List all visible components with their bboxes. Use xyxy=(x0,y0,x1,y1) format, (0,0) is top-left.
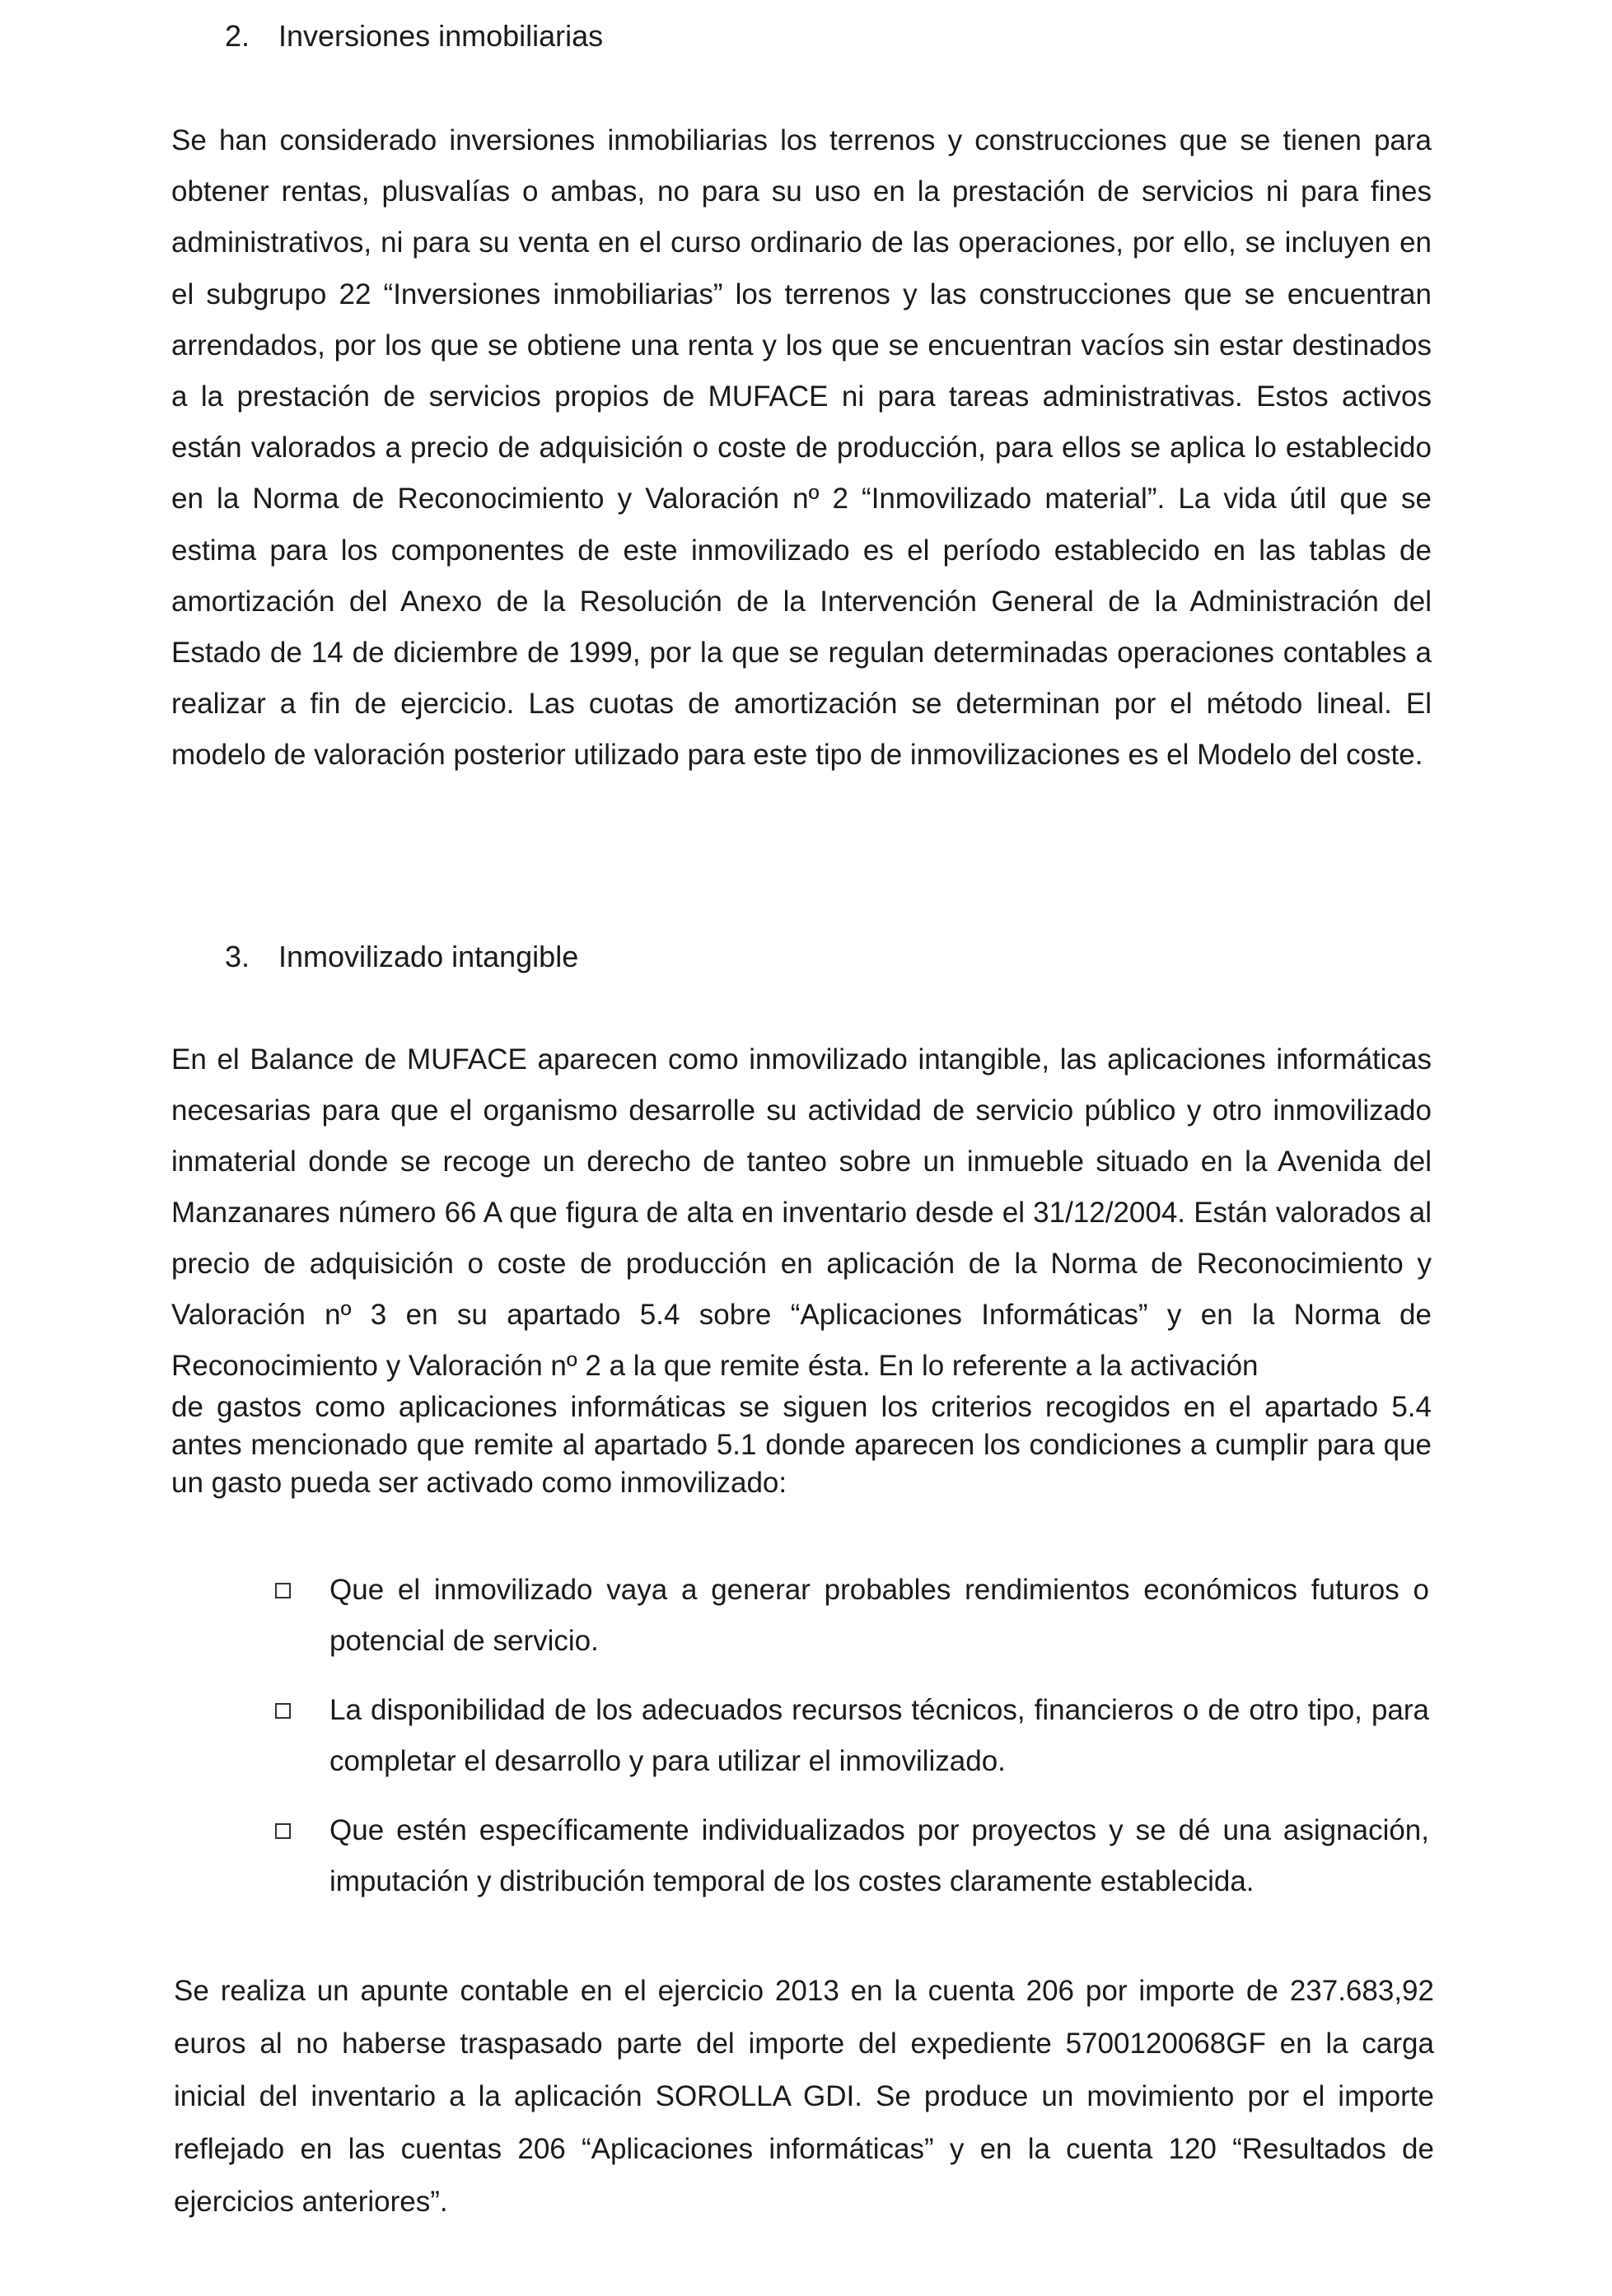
section-2-number: 2. xyxy=(225,19,250,53)
list-item-text: Que estén específicamente individualizados por proyectos y se dé una asignación, imputación y distribución temporal de los costes claramente establecida. xyxy=(329,1814,1429,1897)
square-bullet-icon xyxy=(275,1583,291,1598)
section-2-title: Inversiones inmobiliarias xyxy=(278,19,604,53)
section-2-heading xyxy=(225,18,603,54)
list-item xyxy=(272,1685,1429,1787)
section-3-paragraph-2: de gastos como aplicaciones informáticas se siguen los criterios recogidos en el apartado 5.4 antes mencionado que remite al apartado 5.1 donde aparecen los condiciones a cumplir para que un gasto pueda ser activado como inmovilizado: xyxy=(171,1391,1432,1499)
section-3-number: 3. xyxy=(225,940,250,973)
section-3-paragraph-1: En el Balance de MUFACE aparecen como inmovilizado intangible, las aplicaciones informáticas necesarias para que el organismo desarrolle su actividad de servicio público y otro inmovilizado inmaterial donde se recoge un derecho de tanteo sobre un inmueble situado en la Avenida del Manzanares número 66 A que figura de alta en inventario desde el 31/12/2004. Están valorados al precio de adquisición o coste de producción en aplicación de la Norma de Reconocimiento y Valoración nº 3 en su apartado 5.4 sobre “Aplicaciones Informáticas” y en la Norma de Reconocimiento y Valoración nº 2 a la que remite ésta. En lo referente a la activación xyxy=(171,1043,1432,1382)
list-item xyxy=(272,1805,1429,1907)
section-3-heading xyxy=(225,939,578,975)
section-3-paragraph-3: Se realiza un apunte contable en el ejercicio 2013 en la cuenta 206 por importe de 237.683,92 euros al no haberse traspasado parte del importe del expediente 5700120068GF en la carga inicial del inventario a la aplicación SOROLLA GDI. Se produce un movimiento por el importe reflejado en las cuentas 206 “Aplicaciones informáticas” y en la cuenta 120 “Resultados de ejercicios anteriores”. xyxy=(174,1975,1434,2218)
list-item-text: Que el inmovilizado vaya a generar probables rendimientos económicos futuros o potencial de servicio. xyxy=(329,1574,1429,1657)
square-bullet-icon xyxy=(275,1823,291,1839)
square-bullet-icon xyxy=(275,1703,291,1719)
section-3-title: Inmovilizado intangible xyxy=(278,940,579,973)
conditions-list xyxy=(272,1565,1429,1925)
list-item xyxy=(272,1565,1429,1667)
list-item-text: La disponibilidad de los adecuados recursos técnicos, financieros o de otro tipo, para completar el desarrollo y para utilizar el inmovilizado. xyxy=(329,1694,1429,1777)
section-2-paragraph: Se han considerado inversiones inmobiliarias los terrenos y construcciones que se tienen para obtener rentas, plusvalías o ambas, no para su uso en la prestación de servicios ni para fines administrativos, ni para su venta en el curso ordinario de las operaciones, por ello, se incluyen en el subgrupo 22 “Inversiones inmobiliarias” los terrenos y las construcciones que se encuentran arrendados, por los que se obtiene una renta y los que se encuentran vacíos sin estar destinados a la prestación de servicios propios de MUFACE ni para tareas administrativas. Estos activos están valorados a precio de adquisición o coste de producción, para ellos se aplica lo establecido en la Norma de Reconocimiento y Valoración nº 2 “Inmovilizado material”. La vida útil que se estima para los componentes de este inmovilizado es el período establecido en las tablas de amortización del Anexo de la Resolución de la Intervención General de la Administración del Estado de 14 de diciembre de 1999, por la que se regulan determinadas operaciones contables a realizar a fin de ejercicio. Las cuotas de amortización se determinan por el método lineal. El modelo de valoración posterior utilizado para este tipo de inmovilizaciones es el Modelo del coste. xyxy=(171,124,1432,772)
